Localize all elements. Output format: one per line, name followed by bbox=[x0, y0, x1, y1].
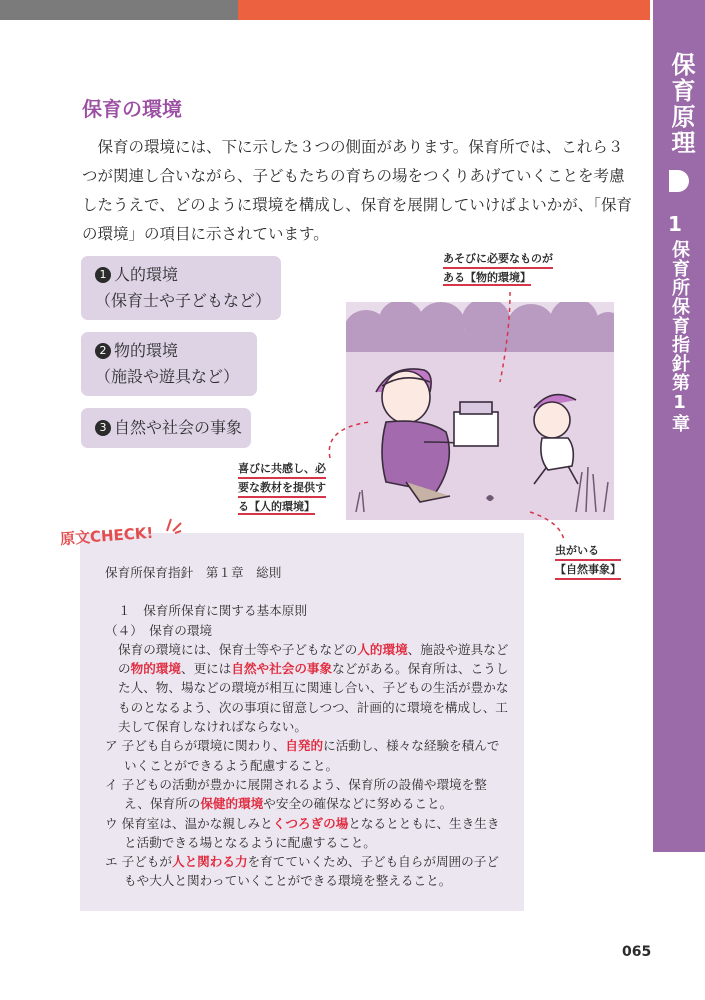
number-badge: 3 bbox=[95, 420, 111, 436]
chapter-tab-notch bbox=[653, 838, 705, 852]
guideline-excerpt bbox=[105, 563, 510, 891]
card-title: 物的環境 bbox=[114, 341, 179, 360]
card-title: 人的環境 bbox=[114, 265, 179, 284]
card-title: 自然や社会の事象 bbox=[114, 418, 243, 437]
excerpt-item-u: ウ 保育室は、温かな親しみとくつろぎの場となるとともに、生き生きと活動できる場となるように配慮すること。 bbox=[105, 815, 500, 850]
excerpt-item-i: イ 子どもの活動が豊かに展開されるよう、保育所の設備や環境を整え、保育所の保健的環境や安全の確保などに努めること。 bbox=[105, 776, 487, 812]
excerpt-title: 保育所保育指針 第１章 総則 bbox=[105, 565, 282, 580]
environment-card-nature bbox=[81, 408, 251, 448]
excerpt-item-e: エ 子どもが人と関わる力を育てていくため、子ども自らが周囲の子どもや大人と関わっていくことができる環境を整えること。 bbox=[105, 854, 499, 889]
card-subtitle: （保育士や子どもなど） bbox=[95, 291, 272, 310]
excerpt-paragraph: 保育の環境には、保育士等や子どもなどの人的環境、施設や遊具などの物的環境、更には自然や社会の事象などがある。保育所は、こうした人、物、場などの環境が相互に関連し合い、子どもの生活が豊かなものとなるよう、次の事項に留意しつつ、計画的に環境を構成し、工夫して保育しなければならない。 bbox=[118, 641, 509, 735]
tab-chapter-title: 保育所保育指針第1章 bbox=[669, 240, 690, 433]
tab-chapter-number: 1 bbox=[668, 212, 682, 236]
check-label: 原文CHECK! bbox=[59, 523, 154, 549]
section-heading: 保育の環境 bbox=[82, 97, 182, 121]
excerpt-subheading: １ 保育所保育に関する基本原則 bbox=[118, 603, 307, 619]
number-badge: 2 bbox=[95, 343, 111, 359]
intro-paragraph: 保育の環境には、下に示した３つの側面があります。保育所では、これら３つが関連し合いながら、子どもたちの育ちの場をつくりあげていくことを考慮したうえで、どのように環境を構成し、保育を展開していけばよいかが、「保育の環境」の項目に示されています。 bbox=[82, 138, 632, 243]
callout-physical-environment: あそびに必要なものが ある【物的環境】 bbox=[443, 252, 553, 284]
top-bar-red bbox=[238, 0, 650, 20]
top-bar-gray bbox=[0, 0, 238, 20]
excerpt-item-a: ア 子ども自らが環境に関わり、自発的に活動し、様々な経験を積んでいくことができるよう配慮すること。 bbox=[105, 738, 500, 773]
environment-card-human bbox=[81, 256, 281, 320]
number-badge: 1 bbox=[95, 267, 111, 283]
card-subtitle: （施設や遊具など） bbox=[95, 367, 240, 386]
tab-title: 保育原理 bbox=[667, 52, 695, 156]
callout-natural-phenomena: 虫がいる 【自然事象】 bbox=[555, 542, 621, 580]
excerpt-subheading: （４） 保育の環境 bbox=[105, 622, 213, 638]
emphasis-icon bbox=[163, 515, 183, 535]
page-number: 065 bbox=[622, 944, 652, 960]
callout-human-environment: 喜びに共感し、必 要な教材を提供す る【人的環境】 bbox=[238, 462, 326, 513]
environment-card-physical bbox=[81, 332, 257, 396]
